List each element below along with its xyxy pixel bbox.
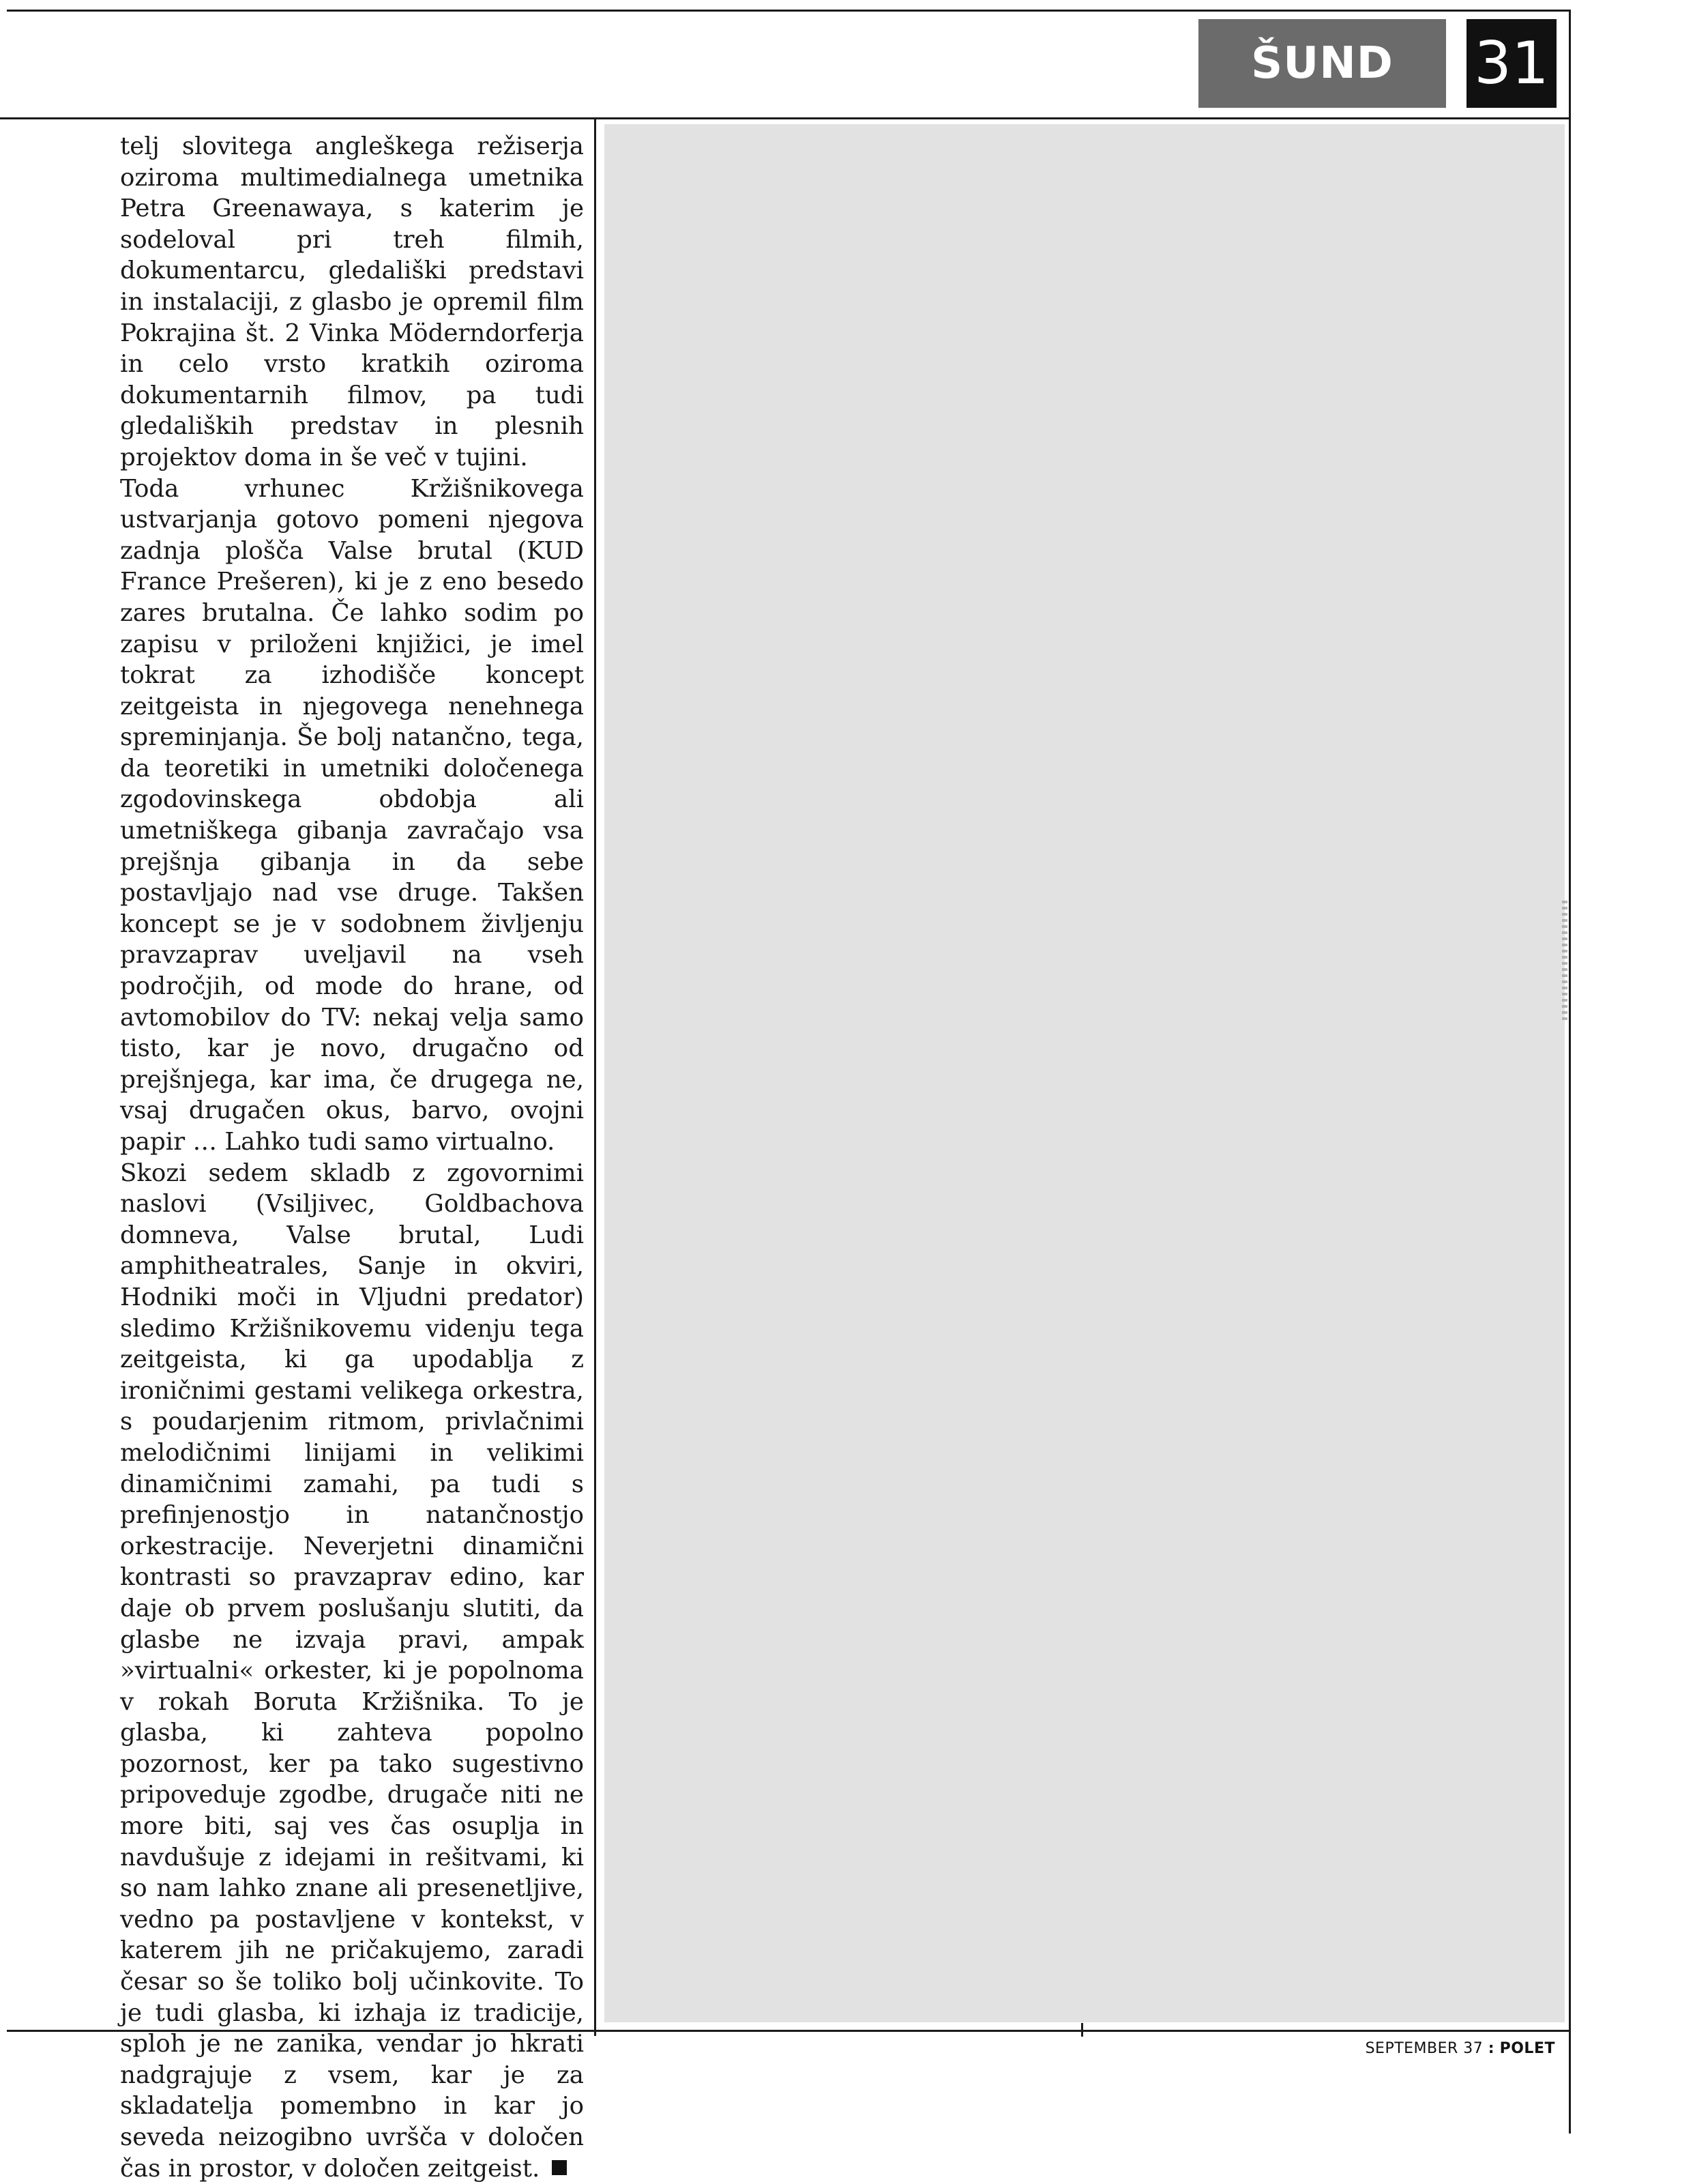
photo-credit-vertical (1562, 901, 1567, 1023)
end-of-article-square-icon (552, 2160, 567, 2175)
page-number-text: 31 (1474, 29, 1549, 98)
article-column (120, 131, 584, 2184)
top-rule (7, 10, 1570, 12)
page-footer (1366, 2040, 1555, 2057)
footer-separator: : (1488, 2040, 1495, 2057)
image-placeholder (604, 124, 1565, 2022)
footer-issue: SEPTEMBER 37 (1365, 2040, 1484, 2057)
article-paragraph-3-text: Skozi sedem skladb z zgovornimi naslovi (Vsiljivec, Goldbachova domneva, Valse brutal, Ludi amphitheatrales, Sanje in okviri, Hodniki moči in Vljudni predator) sledimo Kržišnikovemu videnju tega zeitgeista, ki ga upodablja z ironičnimi gestami velikega orkestra, s poudarjenim ritmom, privlačnimi melodičnimi linijami in velikimi dinamičnimi zamahi, pa tudi s prefinjenostjo in natančnostjo orkestracije. Neverjetni dinamični kontrasti so pravzaprav edino, kar daje ob prvem poslušanju slutiti, da glasbe ne izvaja pravi, ampak »virtualni« orkester, ki je popolnoma v rokah Boruta Kržišnika. To je glasba, ki zahteva popolno pozornost, ker pa tako sugestivno pripoveduje zgodbe, drugače niti ne more biti, saj ves čas osuplja in navdušuje z idejami in rešitvami, ki so nam lahko znane ali presenetljive, vedno pa postavljene v kontekst, v katerem jih ne pričakujemo, zaradi česar so še toliko bolj učinkovite. To je tudi glasba, ki izhaja iz tradicije, sploh je ne zanika, vendar jo hkrati nadgrajuje z vsem, kar je za skladatelja pomembno in kar jo seveda neizogibno uvršča v določen čas in prostor, v določen zeitgeist. (120, 1159, 584, 2183)
header-bottom-rule (0, 117, 1570, 119)
column-divider-rule (594, 117, 596, 2036)
section-label (1198, 19, 1446, 108)
section-label-text: ŠUND (1251, 38, 1394, 89)
article-paragraph-2: Toda vrhunec Kržišnikovega ustvarjanja gotovo pomeni njegova zadnja plošča Valse brutal (KUD France Prešeren), ki je z eno besedo zares brutalna. Če lahko sodim po zapisu v priloženi knjižici, je imel tokrat za izhodišče koncept zeitgeista in njegovega nenehnega spreminjanja. Še bolj natančno, tega, da teoretiki in umetniki določenega zgodovinskega obdobja ali umetniškega gibanja zavračajo vsa prejšnja gibanja in da sebe postavljajo nad vse druge. Takšen koncept se je v sodobnem življenju pravzaprav uveljavil na vseh področjih, od mode do hrane, od avtomobilov do TV: nekaj velja samo tisto, kar je novo, drugačno od prejšnjega, kar ima, če drugega ne, vsaj drugačen okus, barvo, ovojni papir … Lahko tudi samo virtualno. (120, 474, 584, 1156)
footer-publication: POLET (1499, 2040, 1555, 2057)
right-margin-rule (1569, 10, 1571, 2134)
footer-tick-mark (1081, 2023, 1083, 2037)
page-number (1466, 19, 1557, 108)
article-paragraph-3 (120, 1158, 584, 2184)
article-paragraph-1: telj slovitega angleškega režiserja oziroma multimedialnega umetnika Petra Greenawaya, s katerim je sodeloval pri treh filmih, dokumentarcu, gledališki predstavi in instalaciji, z glasbo je opremil film Pokrajina št. 2 Vinka Möderndorferja in celo vrsto kratkih oziroma dokumentarnih filmov, pa tudi gledaliških predstav in plesnih projektov doma in še več v tujini. (120, 132, 584, 471)
